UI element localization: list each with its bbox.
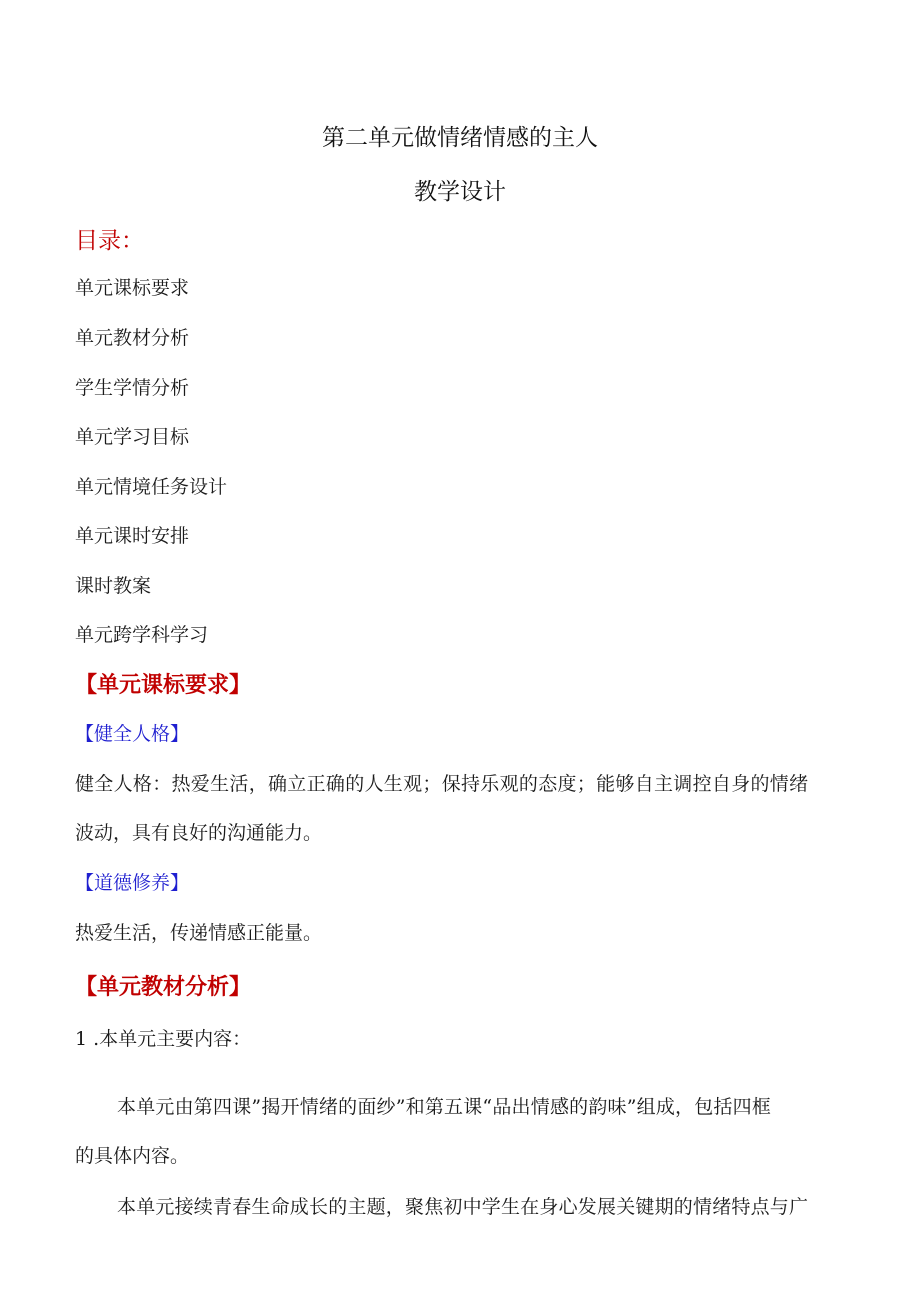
numbered-item-label: 1 .本单元主要内容： (75, 1028, 252, 1050)
toc-item[interactable]: 单元课时安排 (75, 525, 190, 547)
paragraph-line: 本单元接续青春生命成长的主题，聚焦初中学生在身心发展关键期的情绪特点与广 (117, 1196, 809, 1218)
subsection-heading-personality: 【健全人格】 (75, 723, 190, 745)
paragraph-line: 健全人格：热爱生活，确立正确的人生观；保持乐观的态度；能够自主调控自身的情绪 (75, 773, 809, 795)
toc-heading: 目录： (75, 228, 144, 254)
paragraph-line: 的具体内容。 (75, 1145, 190, 1167)
paragraph-line: 波动，具有良好的沟通能力。 (75, 822, 323, 844)
subsection-heading-morality: 【道德修养】 (75, 872, 190, 894)
section-heading-textbook-analysis: 【单元教材分析】 (75, 975, 252, 1000)
toc-item[interactable]: 单元学习目标 (75, 426, 190, 448)
toc-item[interactable]: 单元跨学科学习 (75, 624, 209, 646)
toc-item[interactable]: 单元课标要求 (75, 277, 190, 299)
document-title: 第二单元做情绪情感的主人 (322, 125, 598, 151)
section-heading-curriculum-standards: 【单元课标要求】 (75, 673, 252, 698)
toc-item[interactable]: 课时教案 (75, 575, 152, 597)
paragraph-line: 本单元由第四课”揭开情绪的面纱”和第五课“品出情感的韵味”组成，包括四框 (117, 1096, 772, 1118)
document-subtitle: 教学设计 (414, 179, 506, 205)
toc-item[interactable]: 单元情境任务设计 (75, 476, 228, 498)
toc-item[interactable]: 单元教材分析 (75, 327, 190, 349)
toc-item[interactable]: 学生学情分析 (75, 377, 190, 399)
paragraph-line: 热爱生活，传递情感正能量。 (75, 922, 323, 944)
